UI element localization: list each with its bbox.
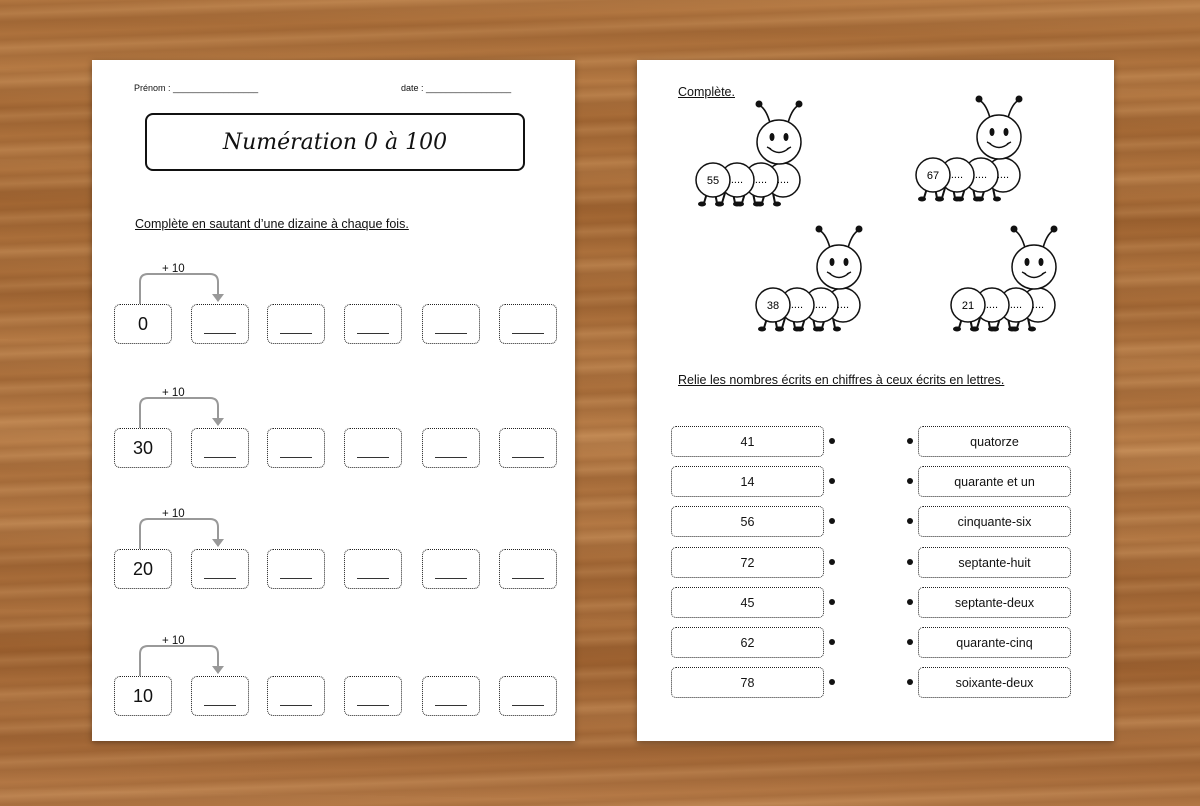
right-connector-dot[interactable] xyxy=(907,559,913,565)
left-connector-dot[interactable] xyxy=(829,559,835,565)
plus-ten-label: + 10 xyxy=(162,387,185,399)
answer-box[interactable] xyxy=(422,549,480,589)
answer-box[interactable] xyxy=(344,676,402,716)
answer-box[interactable] xyxy=(267,304,325,344)
caterpillar-blank[interactable]: .... xyxy=(836,299,850,311)
left-connector-dot[interactable] xyxy=(829,599,835,605)
word-box: cinquante-six xyxy=(918,506,1071,537)
caterpillar-blank[interactable]: .... xyxy=(996,169,1010,181)
answer-box[interactable] xyxy=(191,676,249,716)
match-instruction: Relie les nombres écrits en chiffres à ceux écrits en lettres. xyxy=(678,373,1005,387)
digit-box: 78 xyxy=(671,667,824,698)
digit-box: 45 xyxy=(671,587,824,618)
right-connector-dot[interactable] xyxy=(907,438,913,444)
word-box: quatorze xyxy=(918,426,1071,457)
left-worksheet xyxy=(92,60,575,741)
answer-blank-line xyxy=(204,457,236,458)
answer-box[interactable] xyxy=(344,549,402,589)
word-box: quarante-cinq xyxy=(918,627,1071,658)
caterpillar-illustration xyxy=(944,220,1084,345)
answer-blank-line xyxy=(435,705,467,706)
answer-box[interactable] xyxy=(267,549,325,589)
right-connector-dot[interactable] xyxy=(907,639,913,645)
left-connector-dot[interactable] xyxy=(829,639,835,645)
answer-blank-line xyxy=(357,578,389,579)
caterpillar-blank[interactable]: .... xyxy=(790,299,804,311)
answer-box[interactable] xyxy=(191,549,249,589)
answer-box[interactable] xyxy=(499,428,557,468)
answer-box[interactable] xyxy=(499,304,557,344)
worksheet-title: Numération 0 à 100 xyxy=(145,113,525,171)
word-box: quarante et un xyxy=(918,466,1071,497)
answer-box[interactable] xyxy=(267,676,325,716)
jump-arrow-icon xyxy=(136,515,236,549)
caterpillar-illustration xyxy=(749,220,889,345)
plus-ten-label: + 10 xyxy=(162,508,185,520)
digit-box: 14 xyxy=(671,466,824,497)
answer-blank-line xyxy=(357,333,389,334)
answer-box[interactable] xyxy=(344,428,402,468)
answer-blank-line xyxy=(512,333,544,334)
answer-blank-line xyxy=(512,705,544,706)
caterpillar-blank[interactable]: .... xyxy=(1009,299,1023,311)
answer-blank-line xyxy=(512,578,544,579)
answer-blank-line xyxy=(280,705,312,706)
digit-box: 72 xyxy=(671,547,824,578)
caterpillar-blank[interactable]: .... xyxy=(950,169,964,181)
answer-blank-line xyxy=(204,705,236,706)
right-connector-dot[interactable] xyxy=(907,599,913,605)
caterpillar-blank[interactable]: .... xyxy=(974,169,988,181)
caterpillar-start-number: 55 xyxy=(706,175,720,187)
right-worksheet xyxy=(637,60,1114,741)
word-box: septante-huit xyxy=(918,547,1071,578)
digit-box: 56 xyxy=(671,506,824,537)
word-box: soixante-deux xyxy=(918,667,1071,698)
jump-arrow-icon xyxy=(136,394,236,428)
caterpillar-blank[interactable]: .... xyxy=(754,174,768,186)
start-number-box: 20 xyxy=(114,549,172,589)
caterpillar-blank[interactable]: .... xyxy=(814,299,828,311)
left-connector-dot[interactable] xyxy=(829,478,835,484)
plus-ten-label: + 10 xyxy=(162,635,185,647)
left-connector-dot[interactable] xyxy=(829,438,835,444)
digit-box: 41 xyxy=(671,426,824,457)
answer-blank-line xyxy=(204,578,236,579)
answer-blank-line xyxy=(280,578,312,579)
caterpillar-illustration xyxy=(909,90,1049,215)
right-connector-dot[interactable] xyxy=(907,518,913,524)
answer-box[interactable] xyxy=(422,676,480,716)
date-label: date : _________________ xyxy=(401,83,512,93)
answer-box[interactable] xyxy=(499,676,557,716)
left-instruction: Complète en sautant d’une dizaine à chaque fois. xyxy=(135,217,409,231)
firstname-label: Prénom : _________________ xyxy=(134,83,259,93)
answer-box[interactable] xyxy=(191,304,249,344)
answer-blank-line xyxy=(280,333,312,334)
complete-instruction: Complète. xyxy=(678,85,735,99)
answer-blank-line xyxy=(357,457,389,458)
answer-blank-line xyxy=(512,457,544,458)
right-connector-dot[interactable] xyxy=(907,679,913,685)
caterpillar-start-number: 38 xyxy=(766,300,780,312)
answer-box[interactable] xyxy=(267,428,325,468)
answer-box[interactable] xyxy=(499,549,557,589)
answer-blank-line xyxy=(435,457,467,458)
caterpillar-start-number: 21 xyxy=(961,300,975,312)
caterpillar-blank[interactable]: .... xyxy=(730,174,744,186)
plus-ten-label: + 10 xyxy=(162,263,185,275)
caterpillar-illustration xyxy=(689,95,829,220)
caterpillar-blank[interactable]: .... xyxy=(776,174,790,186)
left-connector-dot[interactable] xyxy=(829,518,835,524)
right-connector-dot[interactable] xyxy=(907,478,913,484)
digit-box: 62 xyxy=(671,627,824,658)
start-number-box: 30 xyxy=(114,428,172,468)
answer-box[interactable] xyxy=(422,428,480,468)
answer-blank-line xyxy=(435,578,467,579)
answer-box[interactable] xyxy=(422,304,480,344)
caterpillar-blank[interactable]: .... xyxy=(1031,299,1045,311)
answer-box[interactable] xyxy=(191,428,249,468)
answer-blank-line xyxy=(357,705,389,706)
answer-box[interactable] xyxy=(344,304,402,344)
jump-arrow-icon xyxy=(136,642,236,676)
answer-blank-line xyxy=(435,333,467,334)
left-connector-dot[interactable] xyxy=(829,679,835,685)
caterpillar-start-number: 67 xyxy=(926,170,940,182)
caterpillar-blank[interactable]: .... xyxy=(985,299,999,311)
start-number-box: 10 xyxy=(114,676,172,716)
start-number-box: 0 xyxy=(114,304,172,344)
jump-arrow-icon xyxy=(136,270,236,304)
answer-blank-line xyxy=(280,457,312,458)
answer-blank-line xyxy=(204,333,236,334)
word-box: septante-deux xyxy=(918,587,1071,618)
